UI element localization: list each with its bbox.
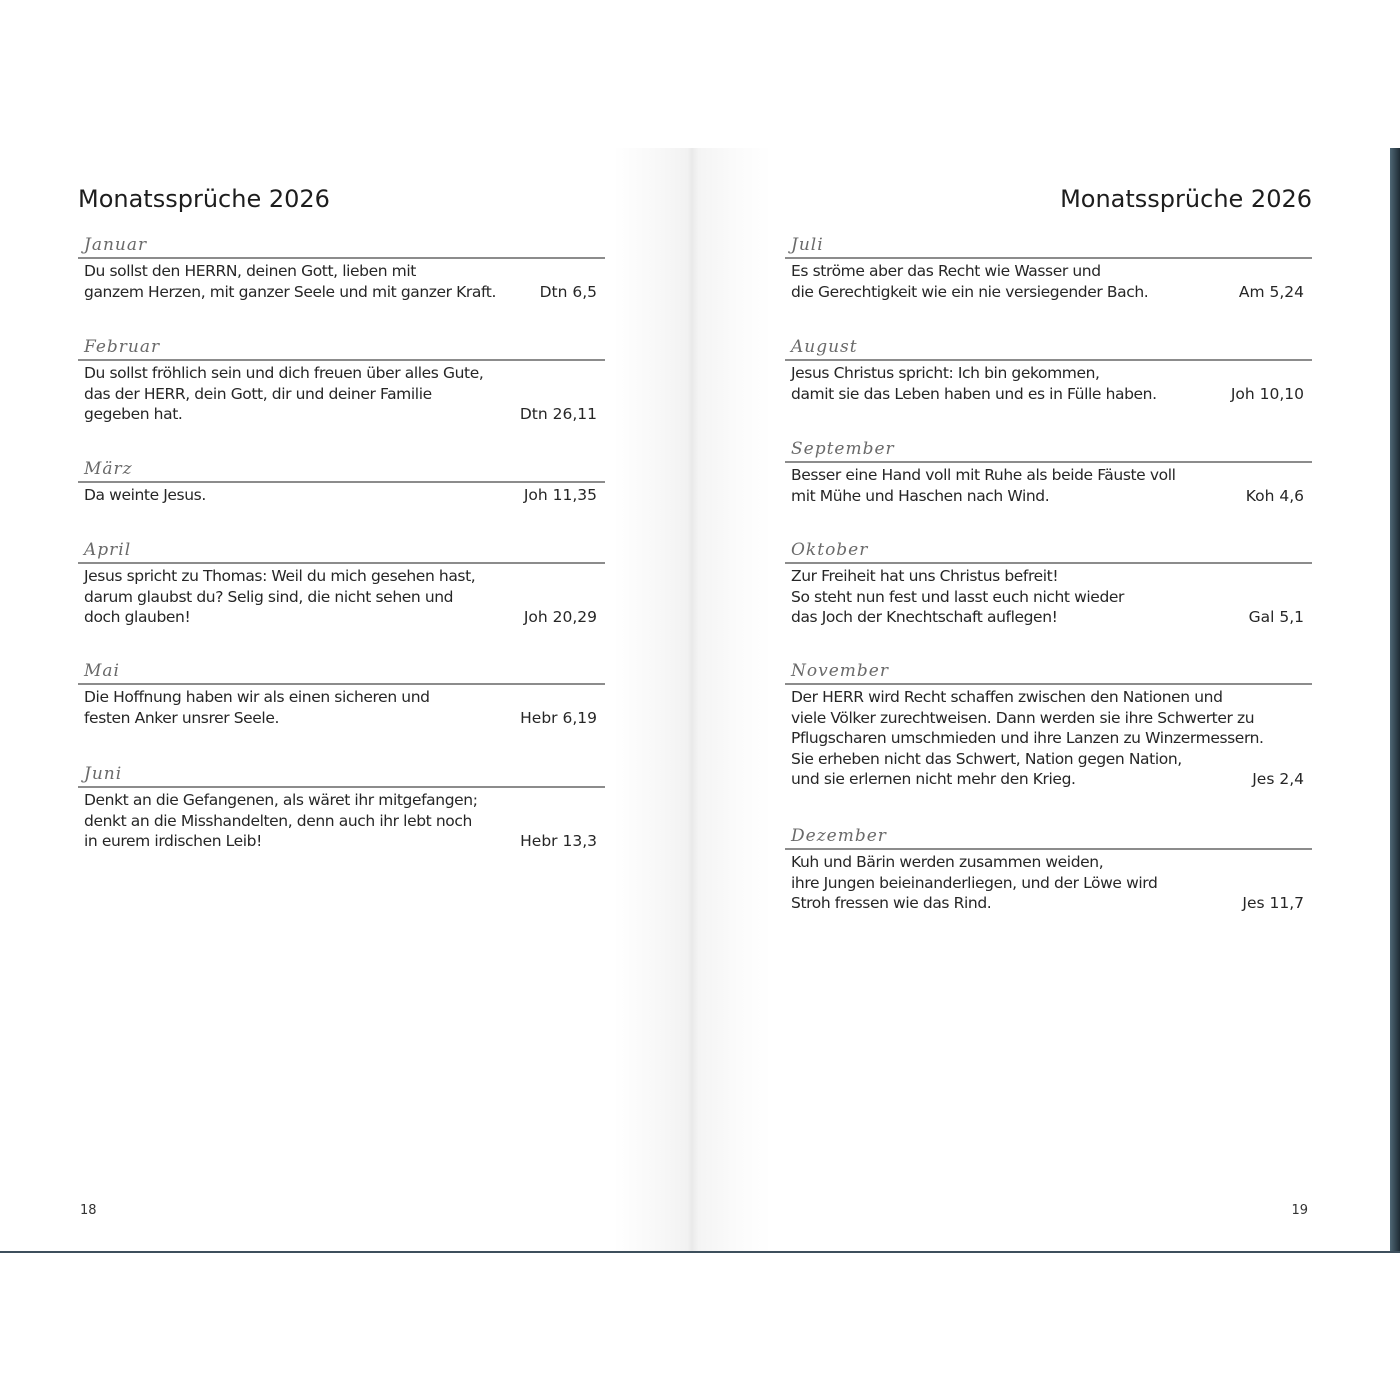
month-section-5 bbox=[785, 661, 1312, 790]
bible-reference: Joh 11,35 bbox=[523, 486, 597, 504]
month-section-2 bbox=[785, 337, 1312, 404]
month-heading: April bbox=[78, 540, 605, 564]
verse-line: Die Hoffnung haben wir als einen sicheren und bbox=[84, 688, 430, 706]
verse-entry bbox=[785, 564, 1312, 628]
book-cover-edge bbox=[1390, 148, 1400, 1251]
verse-line: Kuh und Bärin werden zusammen weiden, bbox=[791, 853, 1104, 871]
month-heading: Juli bbox=[785, 235, 1312, 259]
bible-reference: Jes 2,4 bbox=[1252, 770, 1304, 788]
verse-line: mit Mühe und Haschen nach Wind. bbox=[791, 486, 1050, 505]
bible-reference: Gal 5,1 bbox=[1248, 608, 1304, 626]
verse-line: So steht nun fest und lasst euch nicht wieder bbox=[791, 587, 1124, 606]
bible-reference: Dtn 26,11 bbox=[519, 405, 597, 423]
right-page bbox=[785, 148, 1312, 1251]
verse-line: und sie erlernen nicht mehr den Krieg. bbox=[791, 770, 1076, 788]
verse-line: festen Anker unsrer Seele. bbox=[84, 708, 279, 727]
verse-line: denkt an die Misshandelten, denn auch ihr lebt noch bbox=[84, 811, 472, 830]
month-heading: Februar bbox=[78, 337, 605, 361]
verse-line: das Joch der Knechtschaft auflegen! bbox=[791, 608, 1058, 626]
verse-line: Jesus Christus spricht: Ich bin gekommen, bbox=[791, 364, 1100, 382]
verse-text bbox=[791, 363, 1231, 404]
verse-text bbox=[791, 261, 1231, 302]
bible-reference: Hebr 6,19 bbox=[520, 708, 597, 727]
month-heading: März bbox=[78, 459, 605, 483]
verse-line: Du sollst den HERRN, deinen Gott, lieben mit bbox=[84, 262, 416, 280]
left-page bbox=[78, 148, 605, 1251]
bible-reference: Hebr 13,3 bbox=[520, 832, 597, 850]
verse-entry bbox=[78, 564, 605, 628]
month-section-6 bbox=[78, 764, 605, 852]
month-section-1 bbox=[785, 235, 1312, 302]
month-heading: Oktober bbox=[785, 540, 1312, 564]
verse-line: das der HERR, dein Gott, dir und deiner Familie bbox=[84, 384, 432, 403]
verse-text bbox=[84, 363, 524, 425]
book-gutter-shadow bbox=[612, 148, 772, 1251]
verse-line: Es ströme aber das Recht wie Wasser und bbox=[791, 262, 1101, 280]
verse-line: gegeben hat. bbox=[84, 405, 183, 423]
bible-reference: Am 5,24 bbox=[1238, 282, 1304, 301]
verse-line: die Gerechtigkeit wie ein nie versiegender Bach. bbox=[791, 282, 1149, 301]
month-heading: September bbox=[785, 439, 1312, 463]
month-section-5 bbox=[78, 661, 605, 728]
verse-line: Pflugscharen umschmieden und ihre Lanzen zu Winzermessern. bbox=[791, 729, 1264, 747]
month-section-1 bbox=[78, 235, 605, 302]
verse-entry bbox=[78, 788, 605, 852]
verse-entry bbox=[78, 259, 605, 302]
verse-text bbox=[791, 465, 1231, 506]
verse-line: Sie erheben nicht das Schwert, Nation gegen Nation, bbox=[791, 749, 1182, 768]
verse-entry bbox=[78, 361, 605, 425]
page-number: 19 bbox=[1291, 1203, 1308, 1218]
month-section-6 bbox=[785, 826, 1312, 914]
verse-entry bbox=[785, 259, 1312, 302]
verse-text bbox=[84, 790, 524, 852]
verse-text bbox=[84, 485, 524, 506]
verse-text bbox=[791, 852, 1231, 914]
month-heading: November bbox=[785, 661, 1312, 685]
page-title: Monatssprüche 2026 bbox=[1060, 185, 1312, 213]
verse-line: Denkt an die Gefangenen, als wäret ihr mitgefangen; bbox=[84, 791, 478, 809]
month-heading: Januar bbox=[78, 235, 605, 259]
verse-line: viele Völker zurechtweisen. Dann werden sie ihre Schwerter zu bbox=[791, 708, 1255, 727]
bible-reference: Koh 4,6 bbox=[1245, 486, 1304, 505]
verse-line: in eurem irdischen Leib! bbox=[84, 832, 262, 850]
verse-line: Jesus spricht zu Thomas: Weil du mich gesehen hast, bbox=[84, 567, 476, 585]
month-section-3 bbox=[785, 439, 1312, 506]
verse-line: doch glauben! bbox=[84, 608, 191, 626]
page-number: 18 bbox=[80, 1203, 97, 1218]
month-section-2 bbox=[78, 337, 605, 425]
verse-line: ihre Jungen beieinanderliegen, und der Löwe wird bbox=[791, 873, 1158, 892]
verse-text bbox=[84, 566, 524, 628]
month-heading: August bbox=[785, 337, 1312, 361]
verse-line: Du sollst fröhlich sein und dich freuen über alles Gute, bbox=[84, 364, 484, 382]
book-spread bbox=[0, 148, 1400, 1253]
verse-entry bbox=[785, 361, 1312, 404]
bible-reference: Dtn 6,5 bbox=[539, 282, 597, 301]
verse-line: darum glaubst du? Selig sind, die nicht sehen und bbox=[84, 587, 454, 606]
bible-reference: Joh 10,10 bbox=[1230, 384, 1304, 403]
month-heading: Juni bbox=[78, 764, 605, 788]
month-section-3 bbox=[78, 459, 605, 506]
verse-line: Stroh fressen wie das Rind. bbox=[791, 894, 992, 912]
verse-text bbox=[791, 687, 1264, 790]
verse-entry bbox=[78, 483, 605, 506]
page-title: Monatssprüche 2026 bbox=[78, 185, 330, 213]
verse-entry bbox=[785, 685, 1312, 790]
verse-line: Besser eine Hand voll mit Ruhe als beide Fäuste voll bbox=[791, 466, 1176, 484]
bible-reference: Jes 11,7 bbox=[1242, 894, 1304, 912]
verse-text bbox=[791, 566, 1231, 628]
verse-entry bbox=[78, 685, 605, 728]
month-section-4 bbox=[78, 540, 605, 628]
verse-line: ganzem Herzen, mit ganzer Seele und mit ganzer Kraft. bbox=[84, 282, 496, 301]
month-section-4 bbox=[785, 540, 1312, 628]
verse-line: Der HERR wird Recht schaffen zwischen den Nationen und bbox=[791, 688, 1223, 706]
verse-text bbox=[84, 261, 524, 302]
verse-line: Da weinte Jesus. bbox=[84, 486, 206, 504]
month-heading: Mai bbox=[78, 661, 605, 685]
verse-entry bbox=[785, 463, 1312, 506]
verse-line: Zur Freiheit hat uns Christus befreit! bbox=[791, 567, 1059, 585]
verse-text bbox=[84, 687, 524, 728]
verse-entry bbox=[785, 850, 1312, 914]
month-heading: Dezember bbox=[785, 826, 1312, 850]
verse-line: damit sie das Leben haben und es in Fülle haben. bbox=[791, 384, 1157, 403]
bible-reference: Joh 20,29 bbox=[523, 608, 597, 626]
